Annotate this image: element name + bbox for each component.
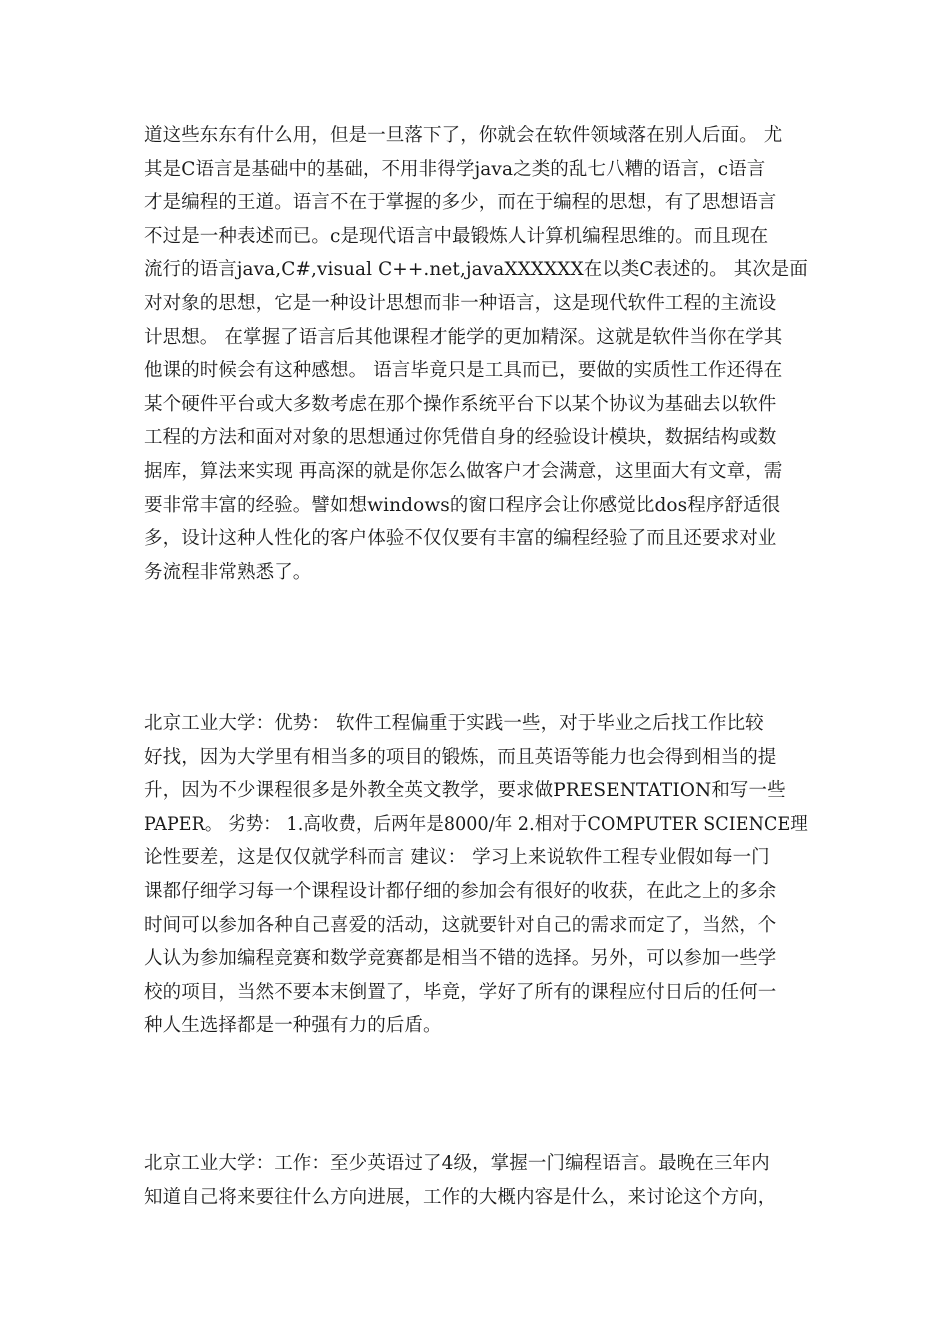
text-line: 要非常丰富的经验。譬如想windows的窗口程序会让你感觉比dos程序舒适很: [144, 494, 781, 516]
text-line: 某个硬件平台或大多数考虑在那个操作系统平台下以某个协议为基础去以软件: [144, 393, 777, 415]
paragraph-software-advice: [144, 119, 808, 589]
text-line: 计思想。 在掌握了语言后其他课程才能学的更加精深。这就是软件当你在学其: [144, 326, 783, 348]
text-line: 流行的语言java,C#,visual C++.net,javaXXXXXX在以类C表述的。 其次是面: [144, 259, 808, 281]
text-line: 知道自己将来要往什么方向进展，工作的大概内容是什么，来讨论这个方向，: [144, 1186, 777, 1208]
text-line: 种人生选择都是一种强有力的后盾。: [144, 1015, 442, 1037]
text-line: 校的项目，当然不要本末倒置了，毕竟，学好了所有的课程应付日后的任何一: [144, 981, 777, 1003]
text-line: 不过是一种表述而已。c是现代语言中最锻炼人计算机编程思维的。而且现在: [144, 225, 769, 247]
text-line: 好找，因为大学里有相当多的项目的锻炼，而且英语等能力也会得到相当的提: [144, 746, 777, 768]
paragraph-bjut-work: [144, 1147, 808, 1214]
text-line: 多，设计这种人性化的客户体验不仅仅要有丰富的编程经验了而且还要求对业: [144, 528, 777, 550]
text-line: 工程的方法和面对对象的思想通过你凭借自身的经验设计模块，数据结构或数: [144, 427, 777, 449]
text-line: 道这些东东有什么用，但是一旦落下了，你就会在软件领域落在别人后面。 尤: [144, 125, 783, 146]
text-line: 其是C语言是基础中的基础，不用非得学java之类的乱七八糟的语言，c语言: [144, 158, 766, 180]
text-line: PAPER。 劣势： 1.高收费，后两年是8000/年 2.相对于COMPUTER SCIENCE理: [144, 813, 808, 835]
text-line: 务流程非常熟悉了。: [144, 561, 312, 583]
text-line: 对对象的思想，它是一种设计思想而非一种语言，这是现代软件工程的主流设: [144, 292, 777, 314]
text-line: 他课的时候会有这种感想。 语言毕竟只是工具而已，要做的实质性工作还得在: [144, 360, 783, 382]
text-line: 才是编程的王道。语言不在于掌握的多少，而在于编程的思想，有了思想语言: [144, 192, 777, 214]
text-line: 人认为参加编程竞赛和数学竞赛都是相当不错的选择。另外，可以参加一些学: [144, 948, 777, 970]
text-line: 时间可以参加各种自己喜爱的活动，这就要针对自己的需求而定了，当然，个: [144, 914, 777, 936]
text-line: 北京工业大学：工作：至少英语过了4级，掌握一门编程语言。最晚在三年内: [144, 1153, 770, 1174]
text-line: 据库，算法来实现 再高深的就是你怎么做客户才会满意，这里面大有文章，需: [144, 460, 783, 482]
paragraph-bjut-strengths: [144, 707, 808, 1043]
text-line: 升，因为不少课程很多是外教全英文教学，要求做PRESENTATION和写一些: [144, 780, 786, 802]
text-line: 课都仔细学习每一个课程设计都仔细的参加会有很好的收获，在此之上的多余: [144, 880, 777, 902]
text-line: 论性要差，这是仅仅就学科而言 建议： 学习上来说软件工程专业假如每一门: [144, 847, 770, 869]
text-line: 北京工业大学：优势： 软件工程偏重于实践一些，对于毕业之后找工作比较: [144, 713, 764, 734]
